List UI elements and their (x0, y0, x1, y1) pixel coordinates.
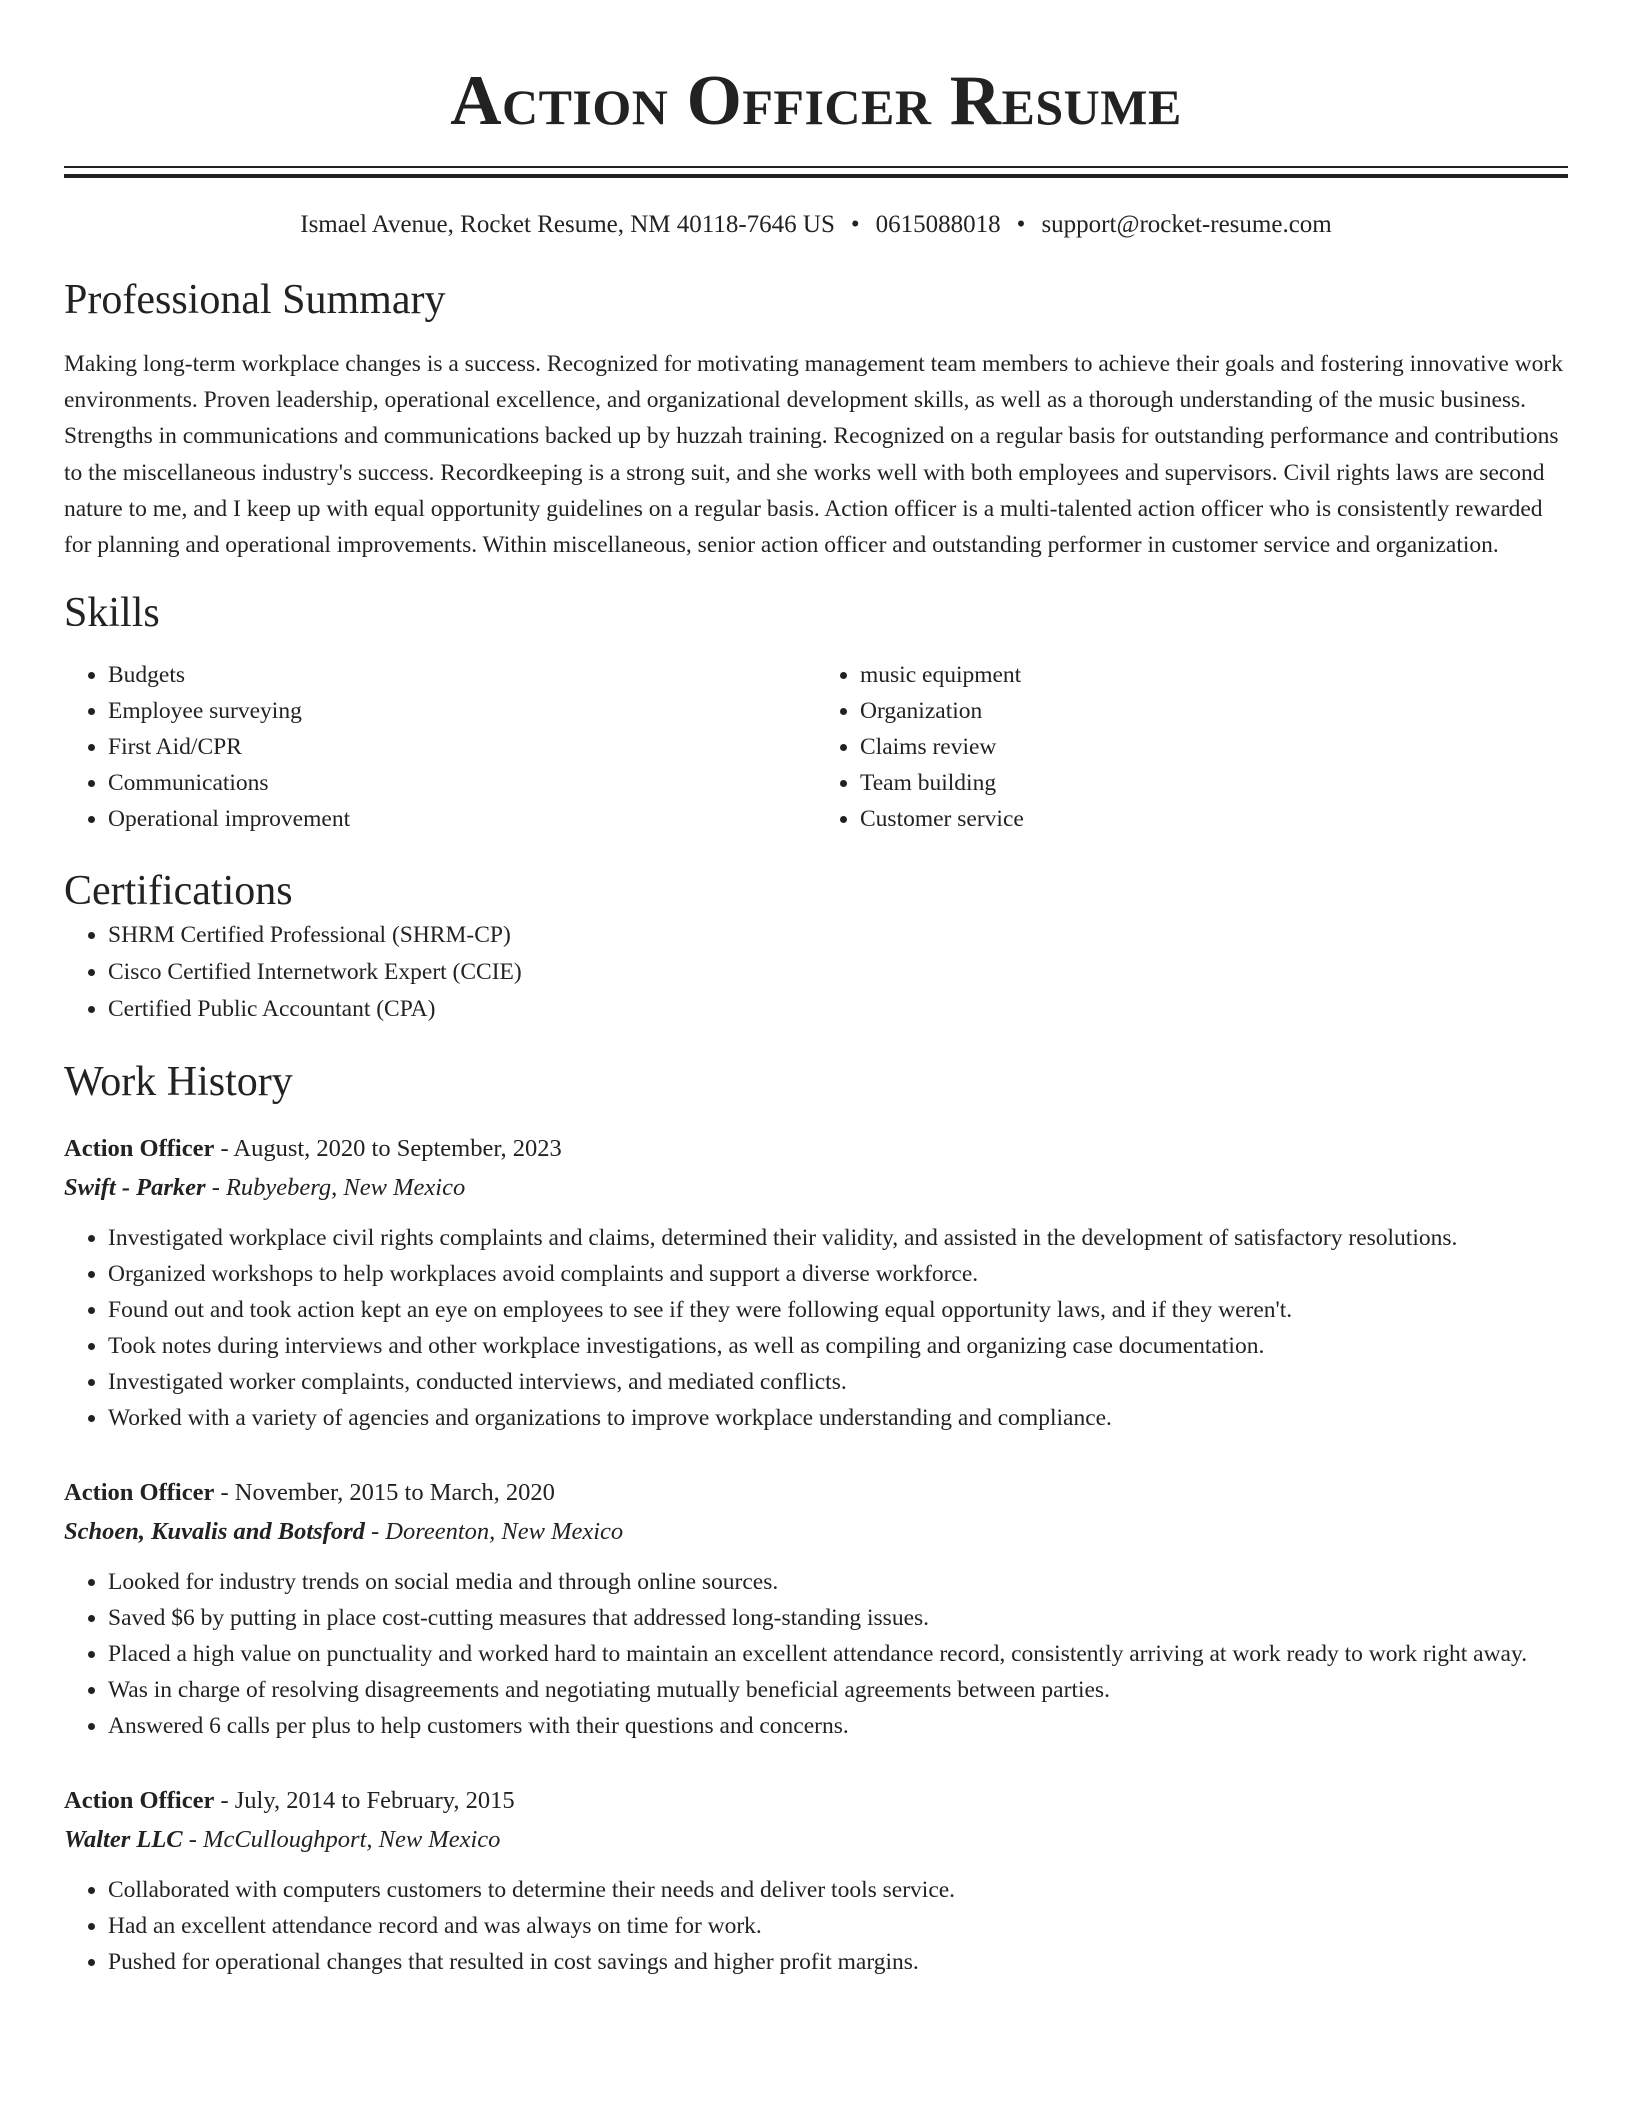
job-company: Walter LLC (64, 1826, 183, 1854)
skills-columns (64, 657, 1568, 837)
job-bullet: • Organized workshops to help workplaces avoid complaints and support a diverse workforce. (108, 1256, 1568, 1292)
certification-item: • Cisco Certified Internetwork Expert (CCIE) (108, 954, 1568, 991)
skill-item: • music equipment (860, 657, 1568, 693)
certifications-list (64, 917, 1568, 1028)
job-bullet: • Saved $6 by putting in place cost-cutting measures that addressed long-standing issues. (108, 1600, 1568, 1636)
job-bullet: • Had an excellent attendance record and was always on time for work. (108, 1908, 1568, 1944)
job-bullet: • Found out and took action kept an eye on employees to see if they were following equal opportunity laws, and if they weren't. (108, 1292, 1568, 1328)
job-bullets (64, 1564, 1568, 1744)
certification-item: • Certified Public Accountant (CPA) (108, 991, 1568, 1028)
certifications-heading: Certifications (64, 868, 293, 915)
contact-email: support@rocket-resume.com (1041, 211, 1332, 238)
job-bullet: • Investigated worker complaints, conducted interviews, and mediated conflicts. (108, 1364, 1568, 1400)
job-title: Action Officer (64, 1135, 215, 1163)
job-title: Action Officer (64, 1479, 215, 1507)
job-title: Action Officer (64, 1787, 215, 1815)
skill-item: • Team building (860, 765, 1568, 801)
contact-phone: 0615088018 (875, 211, 1001, 238)
job-bullet: • Was in charge of resolving disagreements and negotiating mutually beneficial agreements between parties. (108, 1672, 1568, 1708)
job-dates: - November, 2015 to March, 2020 (214, 1479, 555, 1507)
contact-separator: • (1016, 211, 1026, 238)
job-location: - McCulloughport, New Mexico (182, 1826, 501, 1854)
skills-list-left (64, 657, 816, 837)
job-company-line (64, 1168, 1568, 1208)
certification-item: • SHRM Certified Professional (SHRM-CP) (108, 917, 1568, 954)
contact-separator: • (850, 211, 860, 238)
skill-item: • Organization (860, 693, 1568, 729)
job-company: Schoen, Kuvalis and Botsford (64, 1518, 365, 1546)
job-entry (64, 1474, 1568, 1744)
job-dates: - July, 2014 to February, 2015 (214, 1787, 515, 1815)
job-bullet: • Answered 6 calls per plus to help customers with their questions and concerns. (108, 1708, 1568, 1744)
job-bullet: • Worked with a variety of agencies and organizations to improve workplace understanding and compliance. (108, 1400, 1568, 1436)
job-title-line (64, 1130, 1568, 1168)
job-company-line (64, 1512, 1568, 1552)
page-title: Action Officer Resume (450, 62, 1182, 140)
work-history-heading: Work History (64, 1059, 293, 1106)
summary-heading: Professional Summary (64, 277, 446, 323)
job-bullet: • Collaborated with computers customers to determine their needs and deliver tools service. (108, 1872, 1568, 1908)
job-entry (64, 1130, 1568, 1436)
job-company-line (64, 1820, 1568, 1860)
skill-item: • Claims review (860, 729, 1568, 765)
title-double-rule (64, 166, 1568, 178)
summary-text: Making long-term workplace changes is a success. Recognized for motivating management team members to achieve their goals and fostering innovative work environments. Proven leadership, operational excellence, and organizational development skills, as well as a thorough understanding of the music business. Strengths in communications and communications backed up by huzzah training. Recognized on a regular basis for outstanding performance and contributions to the miscellaneous industry's success. Recordkeeping is a strong suit, and she works well with both employees and supervisors. Civil rights laws are second nature to me, and I keep up with equal opportunity guidelines on a regular basis. Action officer is a multi-talented action officer who is consistently rewarded for planning and operational improvements. Within miscellaneous, senior action officer and outstanding performer in customer service and organization. (64, 351, 1563, 559)
job-dates: - August, 2020 to September, 2023 (214, 1135, 562, 1163)
skills-heading: Skills (64, 590, 160, 637)
skill-item: • Budgets (108, 657, 816, 693)
job-bullets (64, 1872, 1568, 1980)
skill-item: • Customer service (860, 801, 1568, 837)
job-bullet: • Placed a high value on punctuality and worked hard to maintain an excellent attendance record, consistently arriving at work ready to work right away. (108, 1636, 1568, 1672)
job-bullet: • Looked for industry trends on social media and through online sources. (108, 1564, 1568, 1600)
job-bullet: • Pushed for operational changes that resulted in cost savings and higher profit margins. (108, 1944, 1568, 1980)
skill-item: • Operational improvement (108, 801, 816, 837)
job-bullet: • Took notes during interviews and other workplace investigations, as well as compiling and organizing case documentation. (108, 1328, 1568, 1364)
contact-address: Ismael Avenue, Rocket Resume, NM 40118-7646 US (300, 211, 835, 238)
skill-item: • First Aid/CPR (108, 729, 816, 765)
skill-item: • Employee surveying (108, 693, 816, 729)
job-entry (64, 1782, 1568, 1980)
contact-line (64, 208, 1568, 242)
job-title-line (64, 1474, 1568, 1512)
job-bullets (64, 1220, 1568, 1436)
job-title-line (64, 1782, 1568, 1820)
job-company: Swift - Parker (64, 1174, 206, 1202)
job-location: - Doreenton, New Mexico (364, 1518, 624, 1546)
job-bullet: • Investigated workplace civil rights complaints and claims, determined their validity, and assisted in the development of satisfactory resolutions. (108, 1220, 1568, 1256)
skill-item: • Communications (108, 765, 816, 801)
skills-list-right (816, 657, 1568, 837)
job-location: - Rubyeberg, New Mexico (205, 1174, 466, 1202)
